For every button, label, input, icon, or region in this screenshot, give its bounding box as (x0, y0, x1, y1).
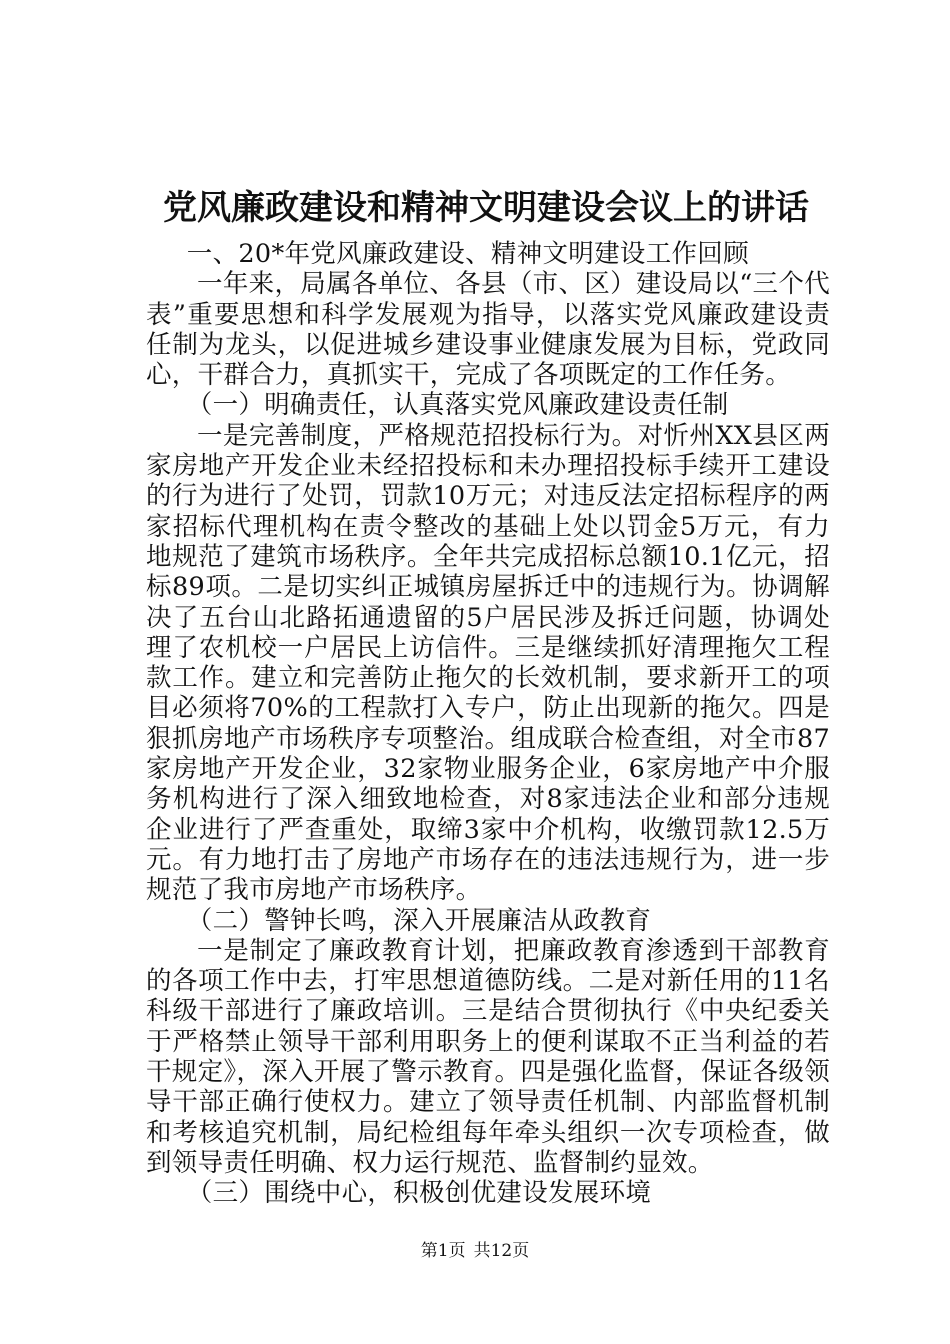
document-title: 党风廉政建设和精神文明建设会议上的讲话 (163, 188, 809, 228)
document-page (146, 183, 830, 1209)
body-paragraph: 一是完善制度，严格规范招投标行为。对忻州XX县区两家房地产开发企业未经招投标和未办理招投标手续开工建设的行为进行了处罚，罚款10万元；对违反法定招标程序的两家招标代理机构在责令整改的基础上处以罚金5万元，有力地规范了建筑市场秩序。全年共完成招标总额10.1亿元，招标89项。二是切实纠正城镇房屋拆迁中的违规行为。协调解决了五台山北路拓通遗留的5户居民涉及拆迁问题，协调处理了农机校一户居民上访信件。三是继续抓好清理拖欠工程款工作。建立和完善防止拖欠的长效机制，要求新开工的项目必须将70%的工程款打入专户，防止出现新的拖欠。四是狠抓房地产市场秩序专项整治。组成联合检查组，对全市87家房地产开发企业，32家物业服务企业，6家房地产中介服务机构进行了深入细致地检查，对8家违法企业和部分违规企业进行了严查重处，取缔3家中介机构，收缴罚款12.5万元。有力地打击了房地产市场存在的违法违规行为，进一步规范了我市房地产市场秩序。 (146, 420, 830, 906)
page-footer (0, 1240, 950, 1262)
body-paragraph: 一是制定了廉政教育计划，把廉政教育渗透到干部教育的各项工作中去，打牢思想道德防线。二是对新任用的11名科级干部进行了廉政培训。三是结合贯彻执行《中央纪委关于严格禁止领导干部利用职务上的便利谋取不正当利益的若干规定》，深入开展了警示教育。四是强化监督，保证各级领导干部正确行使权力。建立了领导责任机制、内部监督机制和考核追究机制，局纪检组每年牵头组织一次专项检查，做到领导责任明确、权力运行规范、监督制约显效。 (146, 935, 830, 1178)
page-total: 共12页 (473, 1241, 530, 1261)
section-heading: （一）明确责任，认真落实党风廉政建设责任制 (186, 390, 729, 421)
section-heading: （二）警钟长鸣，深入开展廉洁从政教育 (186, 905, 652, 936)
section-heading: 一、20*年党风廉政建设、精神文明建设工作回顾 (186, 239, 749, 269)
page-number: 第1页 (420, 1241, 466, 1261)
section-heading: （三）围绕中心，积极创优建设发展环境 (186, 1178, 652, 1209)
document-body (146, 239, 830, 1209)
body-paragraph: 一年来，局属各单位、各县（市、区）建设局以“三个代表”重要思想和科学发展观为指导，以落实党风廉政建设责任制为龙头，以促进城乡建设事业健康发展为目标，党政同心，干群合力，真抓实干，完成了各项既定的工作任务。 (146, 269, 830, 391)
